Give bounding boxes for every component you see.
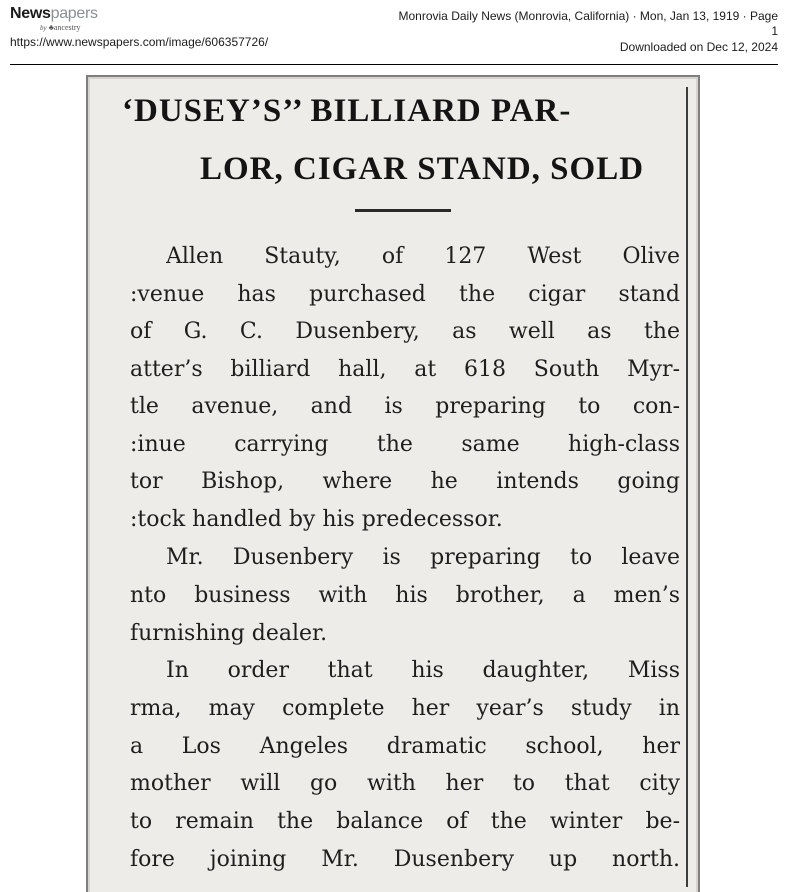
source-citation: Monrovia Daily News (Monrovia, California) · Mon, Jan 13, 1919 · Page <box>398 9 778 23</box>
article-line: nto business with his brother, a men’s <box>130 583 680 608</box>
article-line: furnishing dealer. <box>130 621 328 646</box>
newsprint <box>90 79 696 892</box>
page-number: 1 <box>771 24 778 38</box>
article-line: :tock handled by his predecessor. <box>130 507 503 532</box>
logo-by: by <box>40 24 47 32</box>
article-line: In order that his daughter, Miss <box>166 658 680 683</box>
headline-dash <box>355 209 451 212</box>
logo-ancestry: ancestry <box>53 23 81 32</box>
newspapers-logo[interactable] <box>10 5 98 32</box>
article-line: tle avenue, and is preparing to con- <box>130 394 680 419</box>
column-rule <box>686 87 688 887</box>
article-line: :inue carrying the same high-class <box>130 432 680 457</box>
article-line: of G. C. Dusenbery, as well as the <box>130 319 680 344</box>
logo-word-papers: papers <box>50 5 98 22</box>
article-line: mother will go with her to that city <box>130 771 680 796</box>
article-line: tor Bishop, where he intends going <box>130 469 680 494</box>
clipping-url[interactable]: https://www.newspapers.com/image/606357726/ <box>10 35 269 49</box>
article-line: a Los Angeles dramatic school, her <box>130 734 680 759</box>
logo-word-news: News <box>10 5 51 22</box>
source-info <box>358 9 778 54</box>
article-line: rma, may complete her year’s study in <box>130 696 680 721</box>
article-line: atter’s billiard hall, at 618 South Myr- <box>130 357 680 382</box>
download-header <box>0 0 787 66</box>
article-line: Mr. Dusenbery is preparing to leave <box>166 545 680 570</box>
logo-byline <box>40 23 81 32</box>
headline-line-1: ‘DUSEY’S’’ BILLIARD PAR- <box>122 93 572 129</box>
article-line: :venue has purchased the cigar stand <box>130 282 680 307</box>
header-divider <box>10 64 778 65</box>
download-date: Downloaded on Dec 12, 2024 <box>619 40 778 54</box>
article-line: fore joining Mr. Dusenbery up north. <box>130 847 680 872</box>
article-line: to remain the balance of the winter be- <box>130 809 680 834</box>
headline-line-2: LOR, CIGAR STAND, SOLD <box>200 151 645 187</box>
article-line: Allen Stauty, of 127 West Olive <box>166 244 680 269</box>
ancestry-leaf-icon: ♣ <box>48 23 54 32</box>
logo-wordmark <box>10 5 98 23</box>
newspaper-clipping <box>86 75 700 892</box>
